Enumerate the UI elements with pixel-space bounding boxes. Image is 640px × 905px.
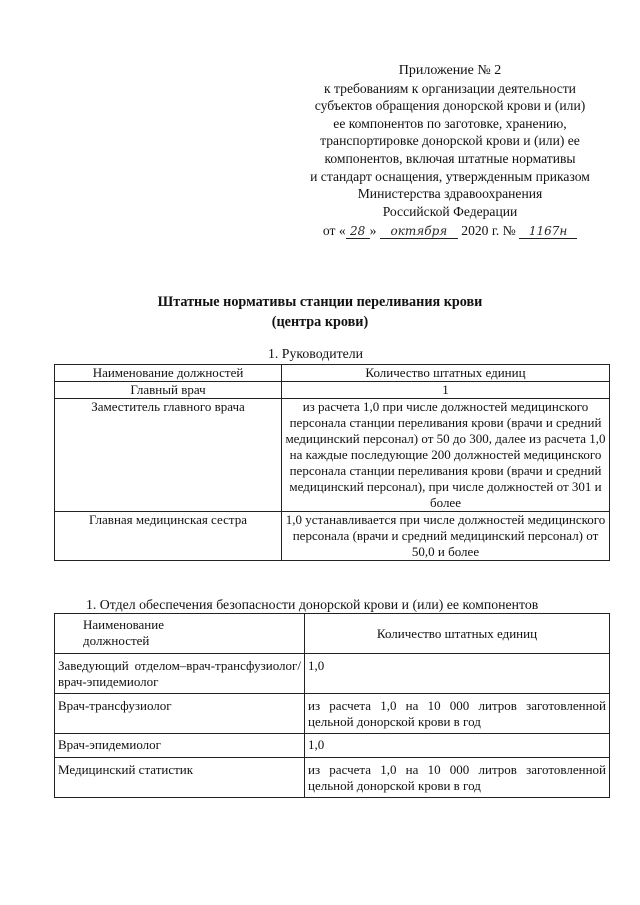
position-cell: Врач-эпидемиолог xyxy=(55,734,305,758)
table-header-row xyxy=(55,614,610,654)
position-header: Наименование должностей xyxy=(55,365,282,382)
quantity-cell: из расчета 1,0 при числе должностей медицинского персонала станции переливания крови (врачи и средний медицинский персонал) от 50 до 300, далее из расчета 1,0 на каждые последующие 200 должностей медицинского персонала станции переливания крови (врачи и средний медицинский персонал), при числе должностей от 301 и более xyxy=(282,399,610,512)
appendix-line: транспортировке донорской крови и (или) ее xyxy=(320,133,580,149)
appendix-line: к требованиям к организации деятельности xyxy=(324,80,576,96)
date-year: 2020 г. № xyxy=(461,223,516,239)
table-row xyxy=(55,654,610,694)
quantity-cell: 1,0 xyxy=(305,734,610,758)
quantity-cell: 1,0 устанавливается при числе должностей медицинского персонала (врачи и средний медицинский персонал) от 50,0 и более xyxy=(282,512,610,561)
position-cell: Главный врач xyxy=(55,382,282,399)
quantity-header: Количество штатных единиц xyxy=(305,614,610,654)
table-row xyxy=(55,399,610,512)
quantity-cell: 1 xyxy=(282,382,610,399)
appendix-block xyxy=(280,62,620,240)
appendix-line: и стандарт оснащения, утвержденным приказом xyxy=(310,168,590,184)
quantity-cell: из расчета 1,0 на 10 000 литров заготовленной цельной донорской крови в год xyxy=(305,694,610,734)
table-row xyxy=(55,694,610,734)
title-line-1: Штатные нормативы станции переливания крови xyxy=(157,294,483,310)
table-row xyxy=(55,512,610,561)
position-cell: Заместитель главного врача xyxy=(55,399,282,512)
table-row xyxy=(55,734,610,758)
section-1-heading: 1. Руководители xyxy=(268,346,364,361)
appendix-line: Российской Федерации xyxy=(382,203,518,219)
section-2-heading: 1. Отдел обеспечения безопасности донорской крови и (или) ее компонентов xyxy=(86,597,539,612)
appendix-line: ее компонентов по заготовке, хранению, xyxy=(333,115,567,131)
quantity-cell: 1,0 xyxy=(305,654,610,694)
appendix-line: Министерства здравоохранения xyxy=(357,186,543,202)
position-cell: Заведующий отделом–врач-трансфузиолог/врач-эпидемиолог xyxy=(55,654,305,694)
date-day: 28 xyxy=(346,224,370,239)
title-line-2: (центра крови) xyxy=(271,314,369,330)
safety-department-table xyxy=(54,613,610,798)
table-row xyxy=(55,758,610,798)
leaders-table xyxy=(54,364,610,561)
position-cell: Главная медицинская сестра xyxy=(55,512,282,561)
date-mid: » xyxy=(369,223,377,239)
appendix-line: субъектов обращения донорской крови и (или) xyxy=(314,98,586,114)
date-prefix: от « xyxy=(322,223,346,239)
order-date-line xyxy=(280,222,620,240)
position-cell: Медицинский статистик xyxy=(55,758,305,798)
document-title xyxy=(0,292,640,332)
table-header-row xyxy=(55,365,610,382)
quantity-cell: из расчета 1,0 на 10 000 литров заготовленной цельной донорской крови в год xyxy=(305,758,610,798)
order-number: 1167н xyxy=(519,224,577,239)
appendix-number: Приложение № 2 xyxy=(398,63,502,78)
date-month: октября xyxy=(380,224,458,239)
position-header: Наименование должностей xyxy=(55,614,305,654)
quantity-header: Количество штатных единиц xyxy=(282,365,610,382)
appendix-line: компонентов, включая штатные нормативы xyxy=(324,150,576,166)
position-cell: Врач-трансфузиолог xyxy=(55,694,305,734)
table-row xyxy=(55,382,610,399)
